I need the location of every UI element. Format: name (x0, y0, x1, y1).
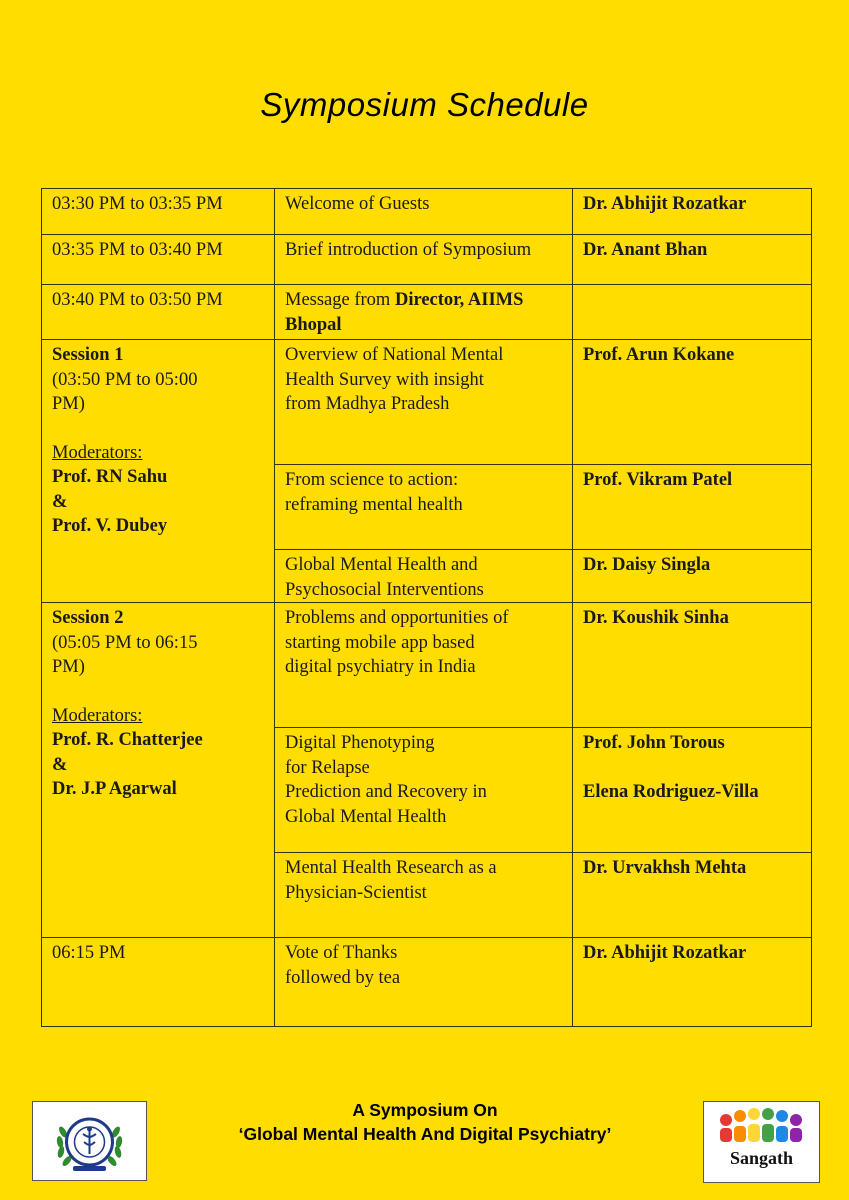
topic-line: for Relapse (285, 757, 370, 778)
topic-line: followed by tea (285, 967, 401, 988)
table-row (42, 340, 812, 465)
footer (160, 1098, 690, 1146)
speaker-name: Prof. John Torous (583, 733, 725, 753)
speaker-cell (573, 285, 812, 340)
topic-line: Overview of National Mental (285, 345, 504, 365)
time-cell: 03:40 PM to 03:50 PM (42, 285, 275, 340)
table-row (42, 938, 812, 1027)
sangath-logo-icon (704, 1102, 819, 1152)
topic-prefix: Message from (285, 290, 395, 310)
topic-line: Prediction and Recovery in (285, 782, 487, 802)
session-time: PM) (52, 394, 85, 414)
topic-cell (275, 285, 573, 340)
table-row (42, 603, 812, 728)
topic-cell (275, 550, 573, 603)
speaker-cell: Dr. Daisy Singla (573, 550, 812, 603)
moderator-amp: & (52, 754, 68, 775)
topic-line: Global Mental Health and (285, 555, 478, 575)
topic-line: From science to action: (285, 470, 459, 490)
topic-line: Health Survey with insight (285, 369, 484, 390)
moderator-name: Prof. V. Dubey (52, 516, 168, 536)
topic-line: from Madhya Pradesh (285, 394, 450, 414)
time-cell: 03:30 PM to 03:35 PM (42, 189, 275, 235)
topic-cell (275, 728, 573, 853)
topic-cell (275, 465, 573, 550)
schedule-table (41, 188, 812, 1027)
session-time: (03:50 PM to 05:00 (52, 369, 198, 390)
time-cell: 06:15 PM (42, 938, 275, 1027)
session-time: PM) (52, 657, 85, 677)
topic-cell: Welcome of Guests (275, 189, 573, 235)
speaker-cell: Dr. Urvakhsh Mehta (573, 853, 812, 938)
topic-line: Vote of Thanks (285, 943, 398, 963)
sangath-logo (703, 1101, 820, 1183)
session-2-cell (42, 603, 275, 938)
session-time: (05:05 PM to 06:15 (52, 632, 198, 653)
topic-emphasis: Director, AIIMS Bhopal (285, 290, 524, 335)
speaker-cell (573, 728, 812, 853)
page-title: Symposium Schedule (260, 86, 589, 123)
moderator-name: Dr. J.P Agarwal (52, 779, 177, 799)
aiims-logo (32, 1101, 147, 1181)
table-row (42, 235, 812, 285)
speaker-cell: Prof. Arun Kokane (573, 340, 812, 465)
topic-line: Global Mental Health (285, 806, 447, 827)
session-1-cell (42, 340, 275, 603)
time-cell: 03:35 PM to 03:40 PM (42, 235, 275, 285)
speaker-cell: Prof. Vikram Patel (573, 465, 812, 550)
topic-line: Physician-Scientist (285, 882, 427, 903)
table-row (42, 285, 812, 340)
moderator-name: Prof. RN Sahu (52, 467, 168, 487)
speaker-name: Elena Rodriguez-Villa (583, 781, 759, 802)
topic-line: Digital Phenotyping (285, 733, 435, 753)
footer-line: A Symposium On (352, 1100, 498, 1120)
topic-line: Problems and opportunities of (285, 608, 509, 628)
sangath-logo-text: Sangath (729, 1148, 794, 1168)
session-title: Session 1 (52, 345, 124, 365)
topic-cell (275, 853, 573, 938)
topic-cell (275, 938, 573, 1027)
table-row (42, 189, 812, 235)
moderator-name: Prof. R. Chatterjee (52, 730, 203, 750)
topic-line: reframing mental health (285, 494, 463, 515)
topic-cell: Brief introduction of Symposium (275, 235, 573, 285)
speaker-cell: Dr. Koushik Sinha (573, 603, 812, 728)
topic-line: Mental Health Research as a (285, 858, 497, 878)
speaker-cell: Dr. Anant Bhan (573, 235, 812, 285)
speaker-cell: Dr. Abhijit Rozatkar (573, 189, 812, 235)
speaker-cell: Dr. Abhijit Rozatkar (573, 938, 812, 1027)
moderators-label: Moderators: (52, 442, 143, 463)
topic-line: Psychosocial Interventions (285, 579, 484, 600)
topic-cell (275, 340, 573, 465)
topic-line: digital psychiatry in India (285, 657, 476, 677)
moderators-label: Moderators: (52, 705, 143, 726)
moderator-amp: & (52, 491, 68, 512)
topic-cell (275, 603, 573, 728)
topic-line: starting mobile app based (285, 632, 475, 653)
session-title: Session 2 (52, 608, 124, 628)
aiims-bhopal-emblem-icon (33, 1102, 146, 1180)
footer-line: ‘Global Mental Health And Digital Psychiatry’ (238, 1124, 612, 1144)
